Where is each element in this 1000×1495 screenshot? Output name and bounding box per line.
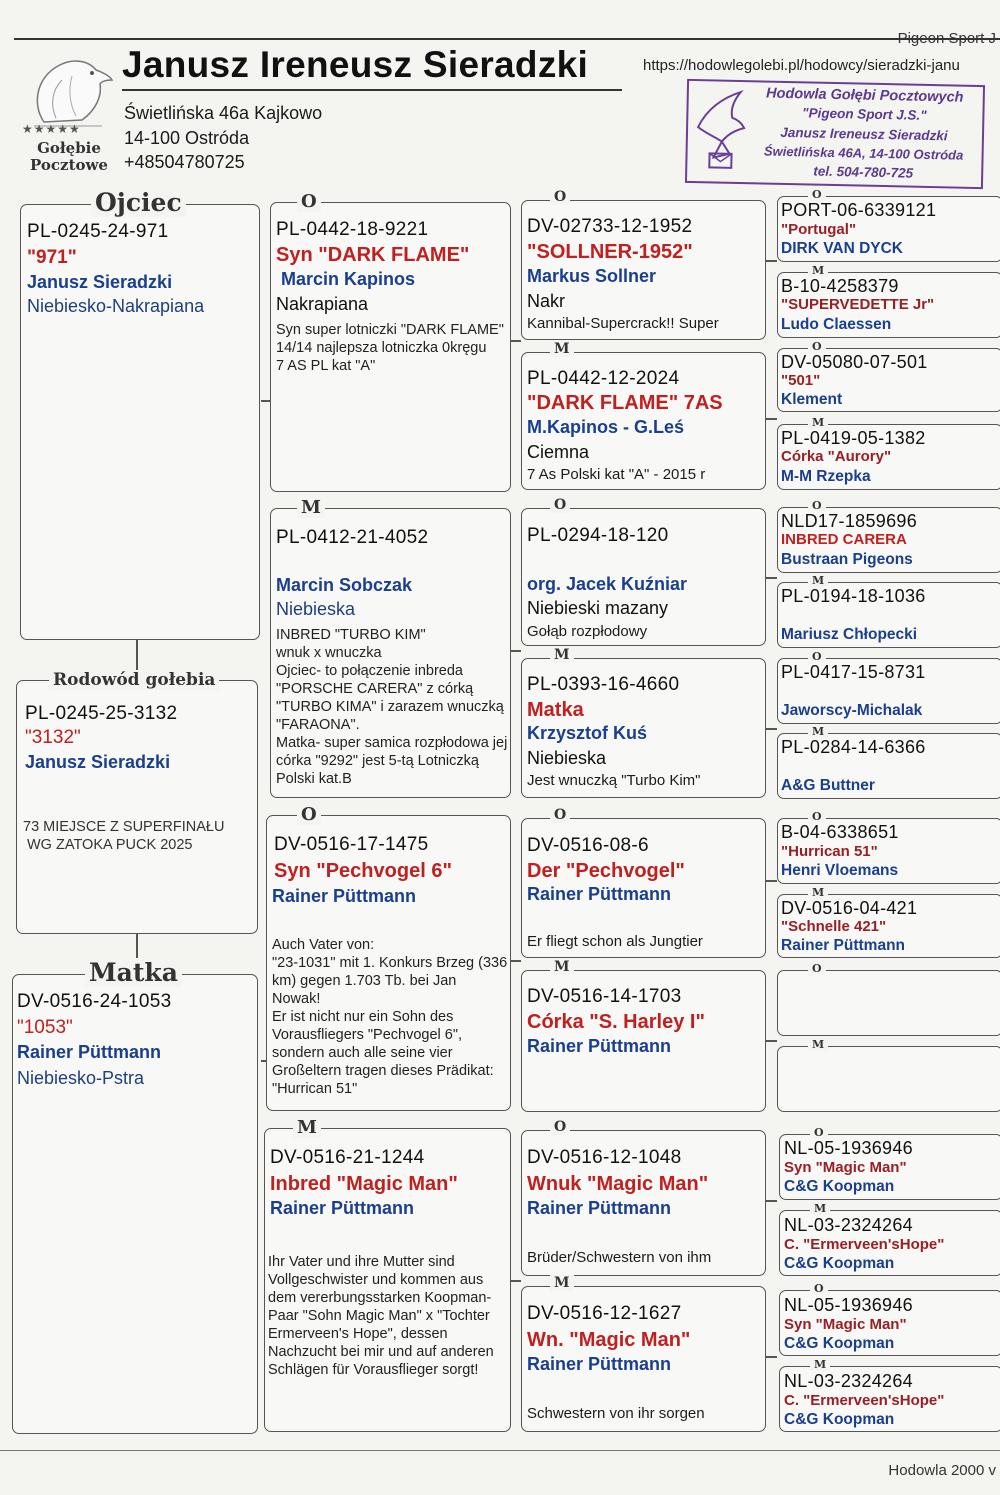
g4-14-ring: NL-03-2324264 — [784, 1215, 913, 1235]
g3-3-ring: PL-0294-18-120 — [527, 525, 669, 546]
father-label: Ojciec — [91, 188, 186, 217]
mf-ring: DV-0516-17-1475 — [274, 834, 429, 855]
g4-5-o-label: O — [808, 499, 826, 512]
mf-note: Auch Vater von: "23-1031" mit 1. Konkurs Brzeg (336 km) gegen 1.703 Tb. bei Jan Nowak! Er ist nicht nur ein Sohn des Vorausfliegers "Pechvogel 6", sondern auch alle seine vier Großeltern tragen dieses Prädikat: "Hurrican 51" — [272, 937, 508, 1097]
mother-card[interactable] — [12, 958, 258, 1434]
g4-10-name: "Schnelle 421" — [781, 918, 887, 935]
g4-14-m-label: M — [810, 1202, 830, 1215]
g4-4-owner: M-M Rzepka — [781, 468, 871, 485]
subject-note-line1: 73 MIEJSCE Z SUPERFINAŁU — [23, 819, 225, 835]
g3-card-6[interactable] — [521, 959, 766, 1112]
g4-16-m-label: M — [810, 1358, 830, 1371]
g4-10-owner: Rainer Püttmann — [781, 937, 906, 954]
g4-15-ring: NL-05-1936946 — [784, 1295, 913, 1315]
g3-8-note: Schwestern von ihr sorgen — [527, 1405, 705, 1422]
g4-16-owner: C&G Koopman — [784, 1411, 895, 1428]
g4-7-owner: Jaworscy-Michalak — [781, 702, 923, 719]
g4-1-name: "Portugal" — [781, 221, 857, 238]
g3-1-owner: Markus Sollner — [527, 266, 657, 286]
mm-m-label: M — [293, 1117, 321, 1138]
g3-8-m-label: M — [550, 1275, 574, 1291]
g3-1-ring: DV-02733-12-1952 — [527, 216, 693, 237]
g3-card-5[interactable] — [521, 807, 766, 958]
g3-3-color: Niebieski mazany — [527, 598, 669, 618]
g4-9-o-label: O — [808, 810, 826, 823]
g4-card-4[interactable] — [777, 416, 1000, 490]
ff-ring: PL-0442-18-9221 — [276, 219, 429, 240]
g3-card-8[interactable] — [521, 1275, 766, 1432]
g3-3-note: Gołąb rozpłodowy — [527, 623, 648, 640]
subject-name: "3132" — [25, 727, 81, 748]
fm-m-label: M — [297, 497, 325, 518]
g3-4-color: Niebieska — [527, 748, 607, 768]
g4-9-ring: B-04-6338651 — [781, 822, 899, 842]
mm-ring: DV-0516-21-1244 — [270, 1147, 425, 1168]
g3-2-m-label: M — [550, 341, 574, 357]
g3-2-note: 7 As Polski kat "A" - 2015 r — [527, 466, 706, 483]
g3-7-note: Brüder/Schwestern von ihm — [527, 1249, 712, 1266]
g3-6-m-label: M — [550, 959, 574, 975]
connector-ff — [511, 340, 521, 342]
g4-card-12-empty[interactable] — [777, 1038, 1000, 1112]
g3-card-3[interactable] — [521, 497, 766, 646]
g4-card-14[interactable] — [779, 1202, 1000, 1276]
g3-2-name: "DARK FLAME" 7AS — [527, 392, 723, 414]
g3-5-owner: Rainer Püttmann — [527, 884, 672, 904]
g4-13-ring: NL-05-1936946 — [784, 1138, 913, 1158]
g3-3-owner: org. Jacek Kuźniar — [527, 574, 688, 594]
g3-6-owner: Rainer Püttmann — [527, 1036, 672, 1056]
g4-3-o-label: O — [808, 340, 826, 353]
logo-text-line2: Pocztowe — [30, 156, 108, 174]
mother-ring: DV-0516-24-1053 — [17, 991, 172, 1012]
father-card[interactable] — [20, 188, 260, 640]
g4-2-ring: B-10-4258379 — [781, 276, 899, 296]
stamp-line1: Hodowla Gołębi Pocztowych — [765, 85, 964, 106]
subject-ring: PL-0245-25-3132 — [25, 703, 178, 724]
g4-16-ring: NL-03-2324264 — [784, 1371, 913, 1391]
subject-note-line2: WG ZATOKA PUCK 2025 — [27, 837, 193, 853]
g4-5-name: INBRED CARERA — [781, 531, 907, 548]
mf-card[interactable] — [266, 804, 511, 1111]
g4-14-name: C. "Ermerveen'sHope" — [784, 1236, 945, 1253]
g3-7-owner: Rainer Püttmann — [527, 1198, 672, 1218]
g4-card-11-empty[interactable] — [777, 962, 1000, 1036]
connector-g3-4 — [766, 728, 777, 730]
g4-7-ring: PL-0417-15-8731 — [781, 662, 926, 682]
g4-9-owner: Henri Vloemans — [781, 862, 899, 879]
g4-card-8[interactable] — [777, 725, 1000, 799]
fm-owner: Marcin Sobczak — [276, 575, 413, 595]
connector-mm — [511, 1280, 521, 1282]
g4-5-ring: NLD17-1859696 — [781, 511, 917, 531]
g4-1-ring: PORT-06-6339121 — [781, 200, 937, 220]
g4-card-3[interactable] — [777, 340, 1000, 412]
g3-4-m-label: M — [550, 647, 574, 663]
mm-owner: Rainer Püttmann — [270, 1198, 415, 1218]
fm-card[interactable] — [270, 497, 511, 798]
g4-2-m-label: M — [808, 264, 828, 277]
g4-10-m-label: M — [808, 886, 828, 899]
ff-name: Syn "DARK FLAME" — [276, 244, 470, 266]
g4-9-name: "Hurrican 51" — [781, 843, 878, 860]
g4-6-m-label: M — [808, 574, 828, 587]
g3-4-owner: Krzysztof Kuś — [527, 723, 648, 743]
g4-2-owner: Ludo Claessen — [781, 316, 892, 333]
footer-rule — [0, 1450, 1000, 1451]
g3-4-note: Jest wnuczką "Turbo Kim" — [527, 772, 701, 789]
g4-8-m-label: M — [808, 725, 828, 738]
g4-7-o-label: O — [808, 650, 826, 663]
g4-card-6[interactable] — [777, 574, 1000, 648]
g3-card-1[interactable] — [521, 189, 766, 340]
g3-5-note: Er fliegt schon als Jungtier — [527, 933, 703, 950]
ff-o-label: O — [297, 191, 321, 212]
logo-text-line1: Gołębie — [37, 139, 101, 157]
g4-card-16[interactable] — [779, 1358, 1000, 1432]
g4-8-owner: A&G Buttner — [781, 777, 875, 794]
mm-note: Ihr Vater und ihre Mutter sind Vollgeschwister und kommen aus dem vererbungsstarken Koopman-Paar "Sohn Magic Man" x "Tochter Ermerveen's Hope", dessen Nachzucht bei mir und auf anderen Schlägen für Vorausflieger sorgt! — [268, 1254, 494, 1378]
g4-14-owner: C&G Koopman — [784, 1255, 895, 1272]
father-color: Niebiesko-Nakrapiana — [27, 296, 205, 316]
pedigree-label: Rodowód gołebia — [49, 670, 219, 690]
subject-owner: Janusz Sieradzki — [25, 752, 171, 772]
dove-icon — [691, 87, 749, 176]
g4-card-13[interactable] — [779, 1126, 1000, 1200]
connector-g3-5 — [766, 880, 777, 882]
g4-13-o-label: O — [810, 1126, 828, 1139]
ff-note: Syn super lotniczki "DARK FLAME" 14/14 najlepsza lotniczka 0kręgu 7 AS PL kat "A" — [276, 322, 504, 374]
site-title-top: Pigeon Sport J — [897, 30, 996, 47]
connector-mf — [511, 960, 521, 962]
connector-g3-2 — [766, 418, 777, 420]
g4-6-ring: PL-0194-18-1036 — [781, 586, 926, 606]
ff-card[interactable] — [270, 191, 511, 492]
father-name: "971" — [27, 247, 77, 268]
mf-owner: Rainer Püttmann — [272, 886, 417, 906]
pedigree-url[interactable]: https://hodowlegolebi.pl/hodowcy/sieradzki-janu — [643, 57, 960, 74]
g4-8-ring: PL-0284-14-6366 — [781, 737, 926, 757]
g4-15-owner: C&G Koopman — [784, 1335, 895, 1352]
g3-2-ring: PL-0442-12-2024 — [527, 368, 680, 389]
g4-4-m-label: M — [808, 416, 828, 429]
g3-2-owner: M.Kapinos - G.Leś — [527, 417, 685, 437]
g3-1-o-label: O — [550, 189, 570, 205]
g4-15-o-label: O — [810, 1282, 828, 1295]
g3-5-ring: DV-0516-08-6 — [527, 835, 649, 856]
mf-name: Syn "Pechvogel 6" — [274, 860, 452, 882]
g3-1-note: Kannibal-Supercrack!! Super — [527, 315, 719, 332]
g4-card-1[interactable] — [777, 188, 1000, 262]
g3-7-name: Wnuk "Magic Man" — [527, 1173, 709, 1195]
logo-stars: ★★★★★ — [22, 122, 81, 136]
footer-text: Hodowla 2000 v — [888, 1462, 996, 1479]
g4-13-owner: C&G Koopman — [784, 1178, 895, 1195]
g4-6-owner: Mariusz Chłopecki — [781, 626, 918, 643]
g3-6-ring: DV-0516-14-1703 — [527, 986, 682, 1007]
breeder-name: Janusz Ireneusz Sieradzki — [122, 44, 589, 85]
ff-owner: Marcin Kapinos — [281, 269, 416, 289]
g4-5-owner: Bustraan Pigeons — [781, 551, 913, 568]
phone: +48504780725 — [124, 152, 245, 172]
ff-color: Nakrapiana — [276, 294, 369, 314]
g4-card-9[interactable] — [777, 810, 1000, 884]
fm-note: INBRED "TURBO KIM" wnuk x wnuczka Ojciec- to połączenie inbreda "PORSCHE CARERA" z córką "TURBO KIMA" i zarazem wnuczką "FARAONA". Matka- super samica rozpłodowa jej córka "9292" jest 5-tą Lotniczką Polski kat.B — [276, 627, 508, 787]
connector-g3-7 — [766, 1200, 777, 1202]
g3-7-o-label: O — [550, 1119, 570, 1135]
g4-1-o-label: O — [808, 188, 826, 201]
g3-4-name: Matka — [527, 699, 584, 721]
g3-card-7[interactable] — [521, 1119, 766, 1276]
g4-3-name: "501" — [781, 372, 821, 389]
g3-3-o-label: O — [550, 497, 570, 513]
g4-15-name: Syn "Magic Man" — [784, 1316, 907, 1333]
g4-2-name: "SUPERVEDETTE Jr" — [781, 296, 935, 313]
g3-card-2[interactable] — [521, 341, 766, 490]
g4-13-name: Syn "Magic Man" — [784, 1159, 907, 1176]
stamp-line4: Świetlińska 46A, 14-100 Ostróda — [763, 143, 964, 163]
g3-8-name: Wn. "Magic Man" — [527, 1329, 691, 1351]
fm-color: Niebieska — [276, 599, 356, 619]
father-ring: PL-0245-24-971 — [27, 221, 169, 242]
connector-g3-1 — [766, 260, 777, 262]
g4-11-o-label: O — [808, 962, 826, 975]
g4-1-owner: DIRK VAN DYCK — [781, 240, 903, 257]
connector-g3-8 — [766, 1356, 777, 1358]
mother-label: Matka — [85, 958, 182, 987]
g3-5-o-label: O — [550, 807, 570, 823]
father-owner: Janusz Sieradzki — [27, 272, 173, 292]
breeder-stamp — [685, 79, 985, 189]
g3-1-color: Nakr — [527, 291, 566, 311]
g3-6-name: Córka "S. Harley I" — [527, 1011, 705, 1033]
g4-card-15[interactable] — [779, 1282, 1000, 1356]
g4-card-7[interactable] — [777, 650, 1000, 724]
subject-card[interactable] — [16, 670, 258, 934]
g4-card-2[interactable] — [777, 264, 1000, 338]
g4-card-10[interactable] — [777, 886, 1000, 958]
address-line1: Świetlińska 46a Kajkowo — [124, 103, 323, 123]
mother-owner: Rainer Püttmann — [17, 1042, 162, 1062]
fm-ring: PL-0412-21-4052 — [276, 527, 429, 548]
stamp-line3: Janusz Ireneusz Sieradzki — [780, 124, 948, 144]
g4-4-name: Córka "Aurory" — [781, 448, 892, 465]
connector-fm — [511, 650, 521, 652]
stamp-line2: "Pigeon Sport J.S." — [801, 105, 927, 123]
connector-g3-6 — [766, 1040, 777, 1042]
g3-2-color: Ciemna — [527, 442, 590, 462]
g3-8-ring: DV-0516-12-1627 — [527, 1303, 682, 1324]
name-underline — [122, 89, 622, 91]
g4-card-5[interactable] — [777, 499, 1000, 573]
g4-16-name: C. "Ermerveen'sHope" — [784, 1392, 945, 1409]
connector-father-parents — [261, 400, 270, 402]
mm-card[interactable] — [264, 1117, 511, 1432]
mother-color: Niebiesko-Pstra — [17, 1068, 145, 1088]
g3-7-ring: DV-0516-12-1048 — [527, 1147, 682, 1168]
g3-card-4[interactable] — [521, 647, 766, 798]
header-rule — [14, 38, 1000, 40]
g3-8-owner: Rainer Püttmann — [527, 1354, 672, 1374]
mf-o-label: O — [297, 804, 321, 825]
g3-4-ring: PL-0393-16-4660 — [527, 674, 680, 695]
g4-3-owner: Klement — [781, 391, 843, 408]
g4-4-ring: PL-0419-05-1382 — [781, 428, 926, 448]
g4-10-ring: DV-0516-04-421 — [781, 898, 918, 918]
g3-5-name: Der "Pechvogel" — [527, 860, 685, 882]
stamp-line5: tel. 504-780-725 — [813, 163, 914, 181]
g3-1-name: "SOLLNER-1952" — [527, 241, 693, 263]
g4-3-ring: DV-05080-07-501 — [781, 352, 928, 372]
g4-12-m-label: M — [808, 1038, 828, 1051]
mother-name: "1053" — [17, 1017, 73, 1038]
mm-name: Inbred "Magic Man" — [270, 1173, 458, 1195]
connector-g3-3 — [766, 577, 777, 579]
address-line2: 14-100 Ostróda — [124, 128, 250, 148]
